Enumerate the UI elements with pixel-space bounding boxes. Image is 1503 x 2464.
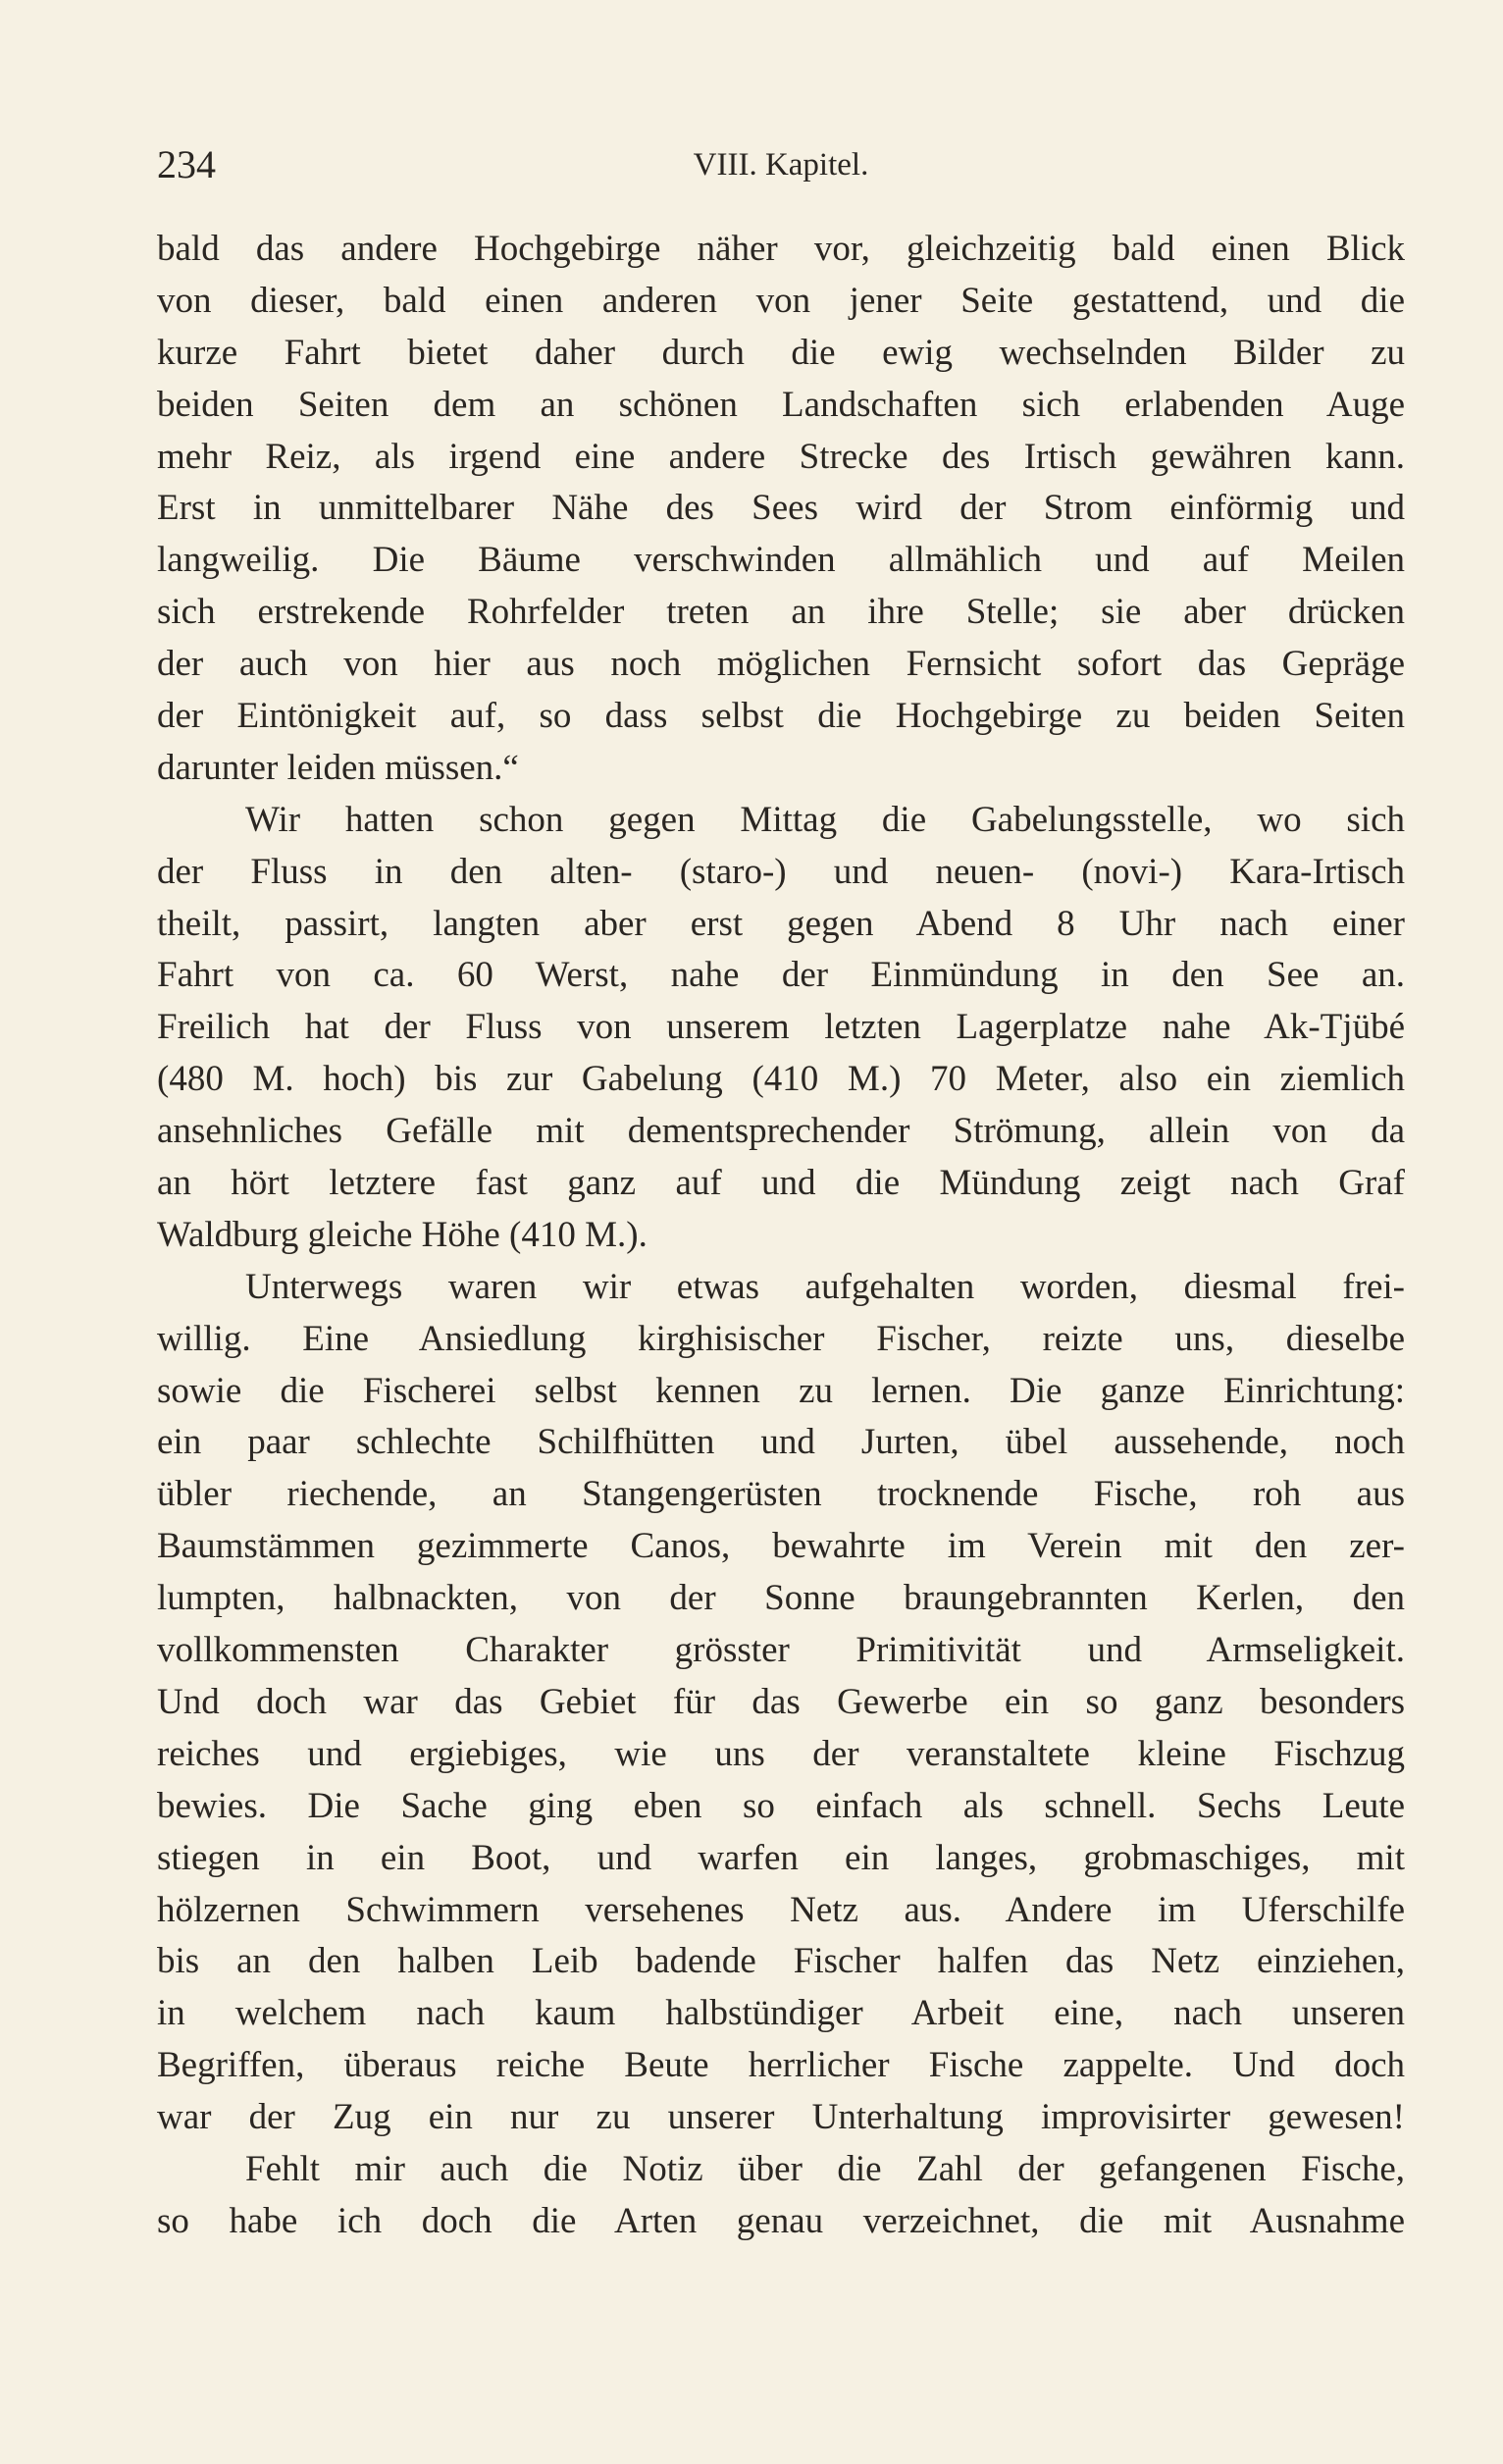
page-number: 234 (157, 142, 216, 186)
body-text (157, 224, 1405, 2248)
text-line: sowie die Fischerei selbst kennen zu lernen. Die ganze Einrichtung: (157, 1370, 1405, 1411)
text-line: Wir hatten schon gegen Mittag die Gabelungsstelle, wo sich (245, 799, 1405, 840)
text-line: stiegen in ein Boot, und warfen ein langes, grobmaschiges, mit (157, 1837, 1405, 1878)
text-line: ein paar schlechte Schilfhütten und Jurten, übel aussehende, noch (157, 1422, 1405, 1463)
text-line: ansehnliches Gefälle mit dementsprechender Strömung, allein von da (157, 1111, 1405, 1152)
text-line: beiden Seiten dem an schönen Landschaften sich erlabenden Auge (157, 384, 1405, 425)
text-line: vollkommensten Charakter grösster Primitivität und Armseligkeit. (157, 1630, 1405, 1671)
text-line: langweilig. Die Bäume verschwinden allmählich und auf Meilen (157, 540, 1405, 581)
text-line: hölzernen Schwimmern versehenes Netz aus. Andere im Uferschilfe (157, 1889, 1405, 1930)
text-line: der Fluss in den alten- (staro-) und neuen- (novi-) Kara-Irtisch (157, 851, 1405, 892)
text-line: Fehlt mir auch die Notiz über die Zahl der gefangenen Fische, (245, 2148, 1405, 2189)
text-line: der auch von hier aus noch möglichen Fernsicht sofort das Gepräge (157, 644, 1405, 685)
text-line: bald das andere Hochgebirge näher vor, gleichzeitig bald einen Blick (157, 229, 1405, 269)
text-line: Baumstämmen gezimmerte Canos, bewahrte im Verein mit den zer- (157, 1526, 1405, 1567)
text-line: Freilich hat der Fluss von unserem letzten Lagerplatze nahe Ak-Tjübé (157, 1007, 1405, 1048)
text-line: Waldburg gleiche Höhe (410 M.). (157, 1214, 648, 1255)
text-line: Unterwegs waren wir etwas aufgehalten worden, diesmal frei- (245, 1266, 1405, 1307)
text-line: Erst in unmittelbarer Nähe des Sees wird der Strom einförmig und (157, 488, 1405, 529)
text-line: übler riechende, an Stangengerüsten trocknende Fische, roh aus (157, 1474, 1405, 1515)
text-line: sich erstrekende Rohrfelder treten an ihre Stelle; sie aber drücken (157, 592, 1405, 633)
text-line: darunter leiden müssen.“ (157, 747, 519, 788)
text-line: mehr Reiz, als irgend eine andere Strecke des Irtisch gewähren kann. (157, 436, 1405, 477)
text-line: in welchem nach kaum halbstündiger Arbeit eine, nach unseren (157, 1993, 1405, 2034)
text-line: reiches und ergiebiges, wie uns der veranstaltete kleine Fischzug (157, 1733, 1405, 1774)
text-line: lumpten, halbnackten, von der Sonne braungebrannten Kerlen, den (157, 1578, 1405, 1619)
text-line: an hört letztere fast ganz auf und die Mündung zeigt nach Graf (157, 1163, 1405, 1204)
text-line: (480 M. hoch) bis zur Gabelung (410 M.) 70 Meter, also ein ziemlich (157, 1059, 1405, 1100)
text-line: so habe ich doch die Arten genau verzeichnet, die mit Ausnahme (157, 2200, 1405, 2241)
text-line: Fahrt von ca. 60 Werst, nahe der Einmündung in den See an. (157, 955, 1405, 996)
text-line: bewies. Die Sache ging eben so einfach als schnell. Sechs Leute (157, 1785, 1405, 1826)
text-line: bis an den halben Leib badende Fischer halfen das Netz einziehen, (157, 1941, 1405, 1982)
running-head: VIII. Kapitel. (693, 147, 869, 183)
text-line: der Eintönigkeit auf, so dass selbst die Hochgebirge zu beiden Seiten (157, 696, 1405, 737)
text-line: von dieser, bald einen anderen von jener Seite gestattend, und die (157, 280, 1405, 321)
text-line: willig. Eine Ansiedlung kirghisischer Fischer, reizte uns, dieselbe (157, 1318, 1405, 1359)
text-line: kurze Fahrt bietet daher durch die ewig wechselnden Bilder zu (157, 332, 1405, 373)
text-line: Und doch war das Gebiet für das Gewerbe ein so ganz besonders (157, 1681, 1405, 1722)
text-line: Begriffen, überaus reiche Beute herrlicher Fische zappelte. Und doch (157, 2045, 1405, 2086)
text-line: war der Zug ein nur zu unserer Unterhaltung improvisirter gewesen! (157, 2097, 1405, 2138)
page-header (157, 135, 1405, 194)
text-line: theilt, passirt, langten aber erst gegen Abend 8 Uhr nach einer (157, 903, 1405, 944)
